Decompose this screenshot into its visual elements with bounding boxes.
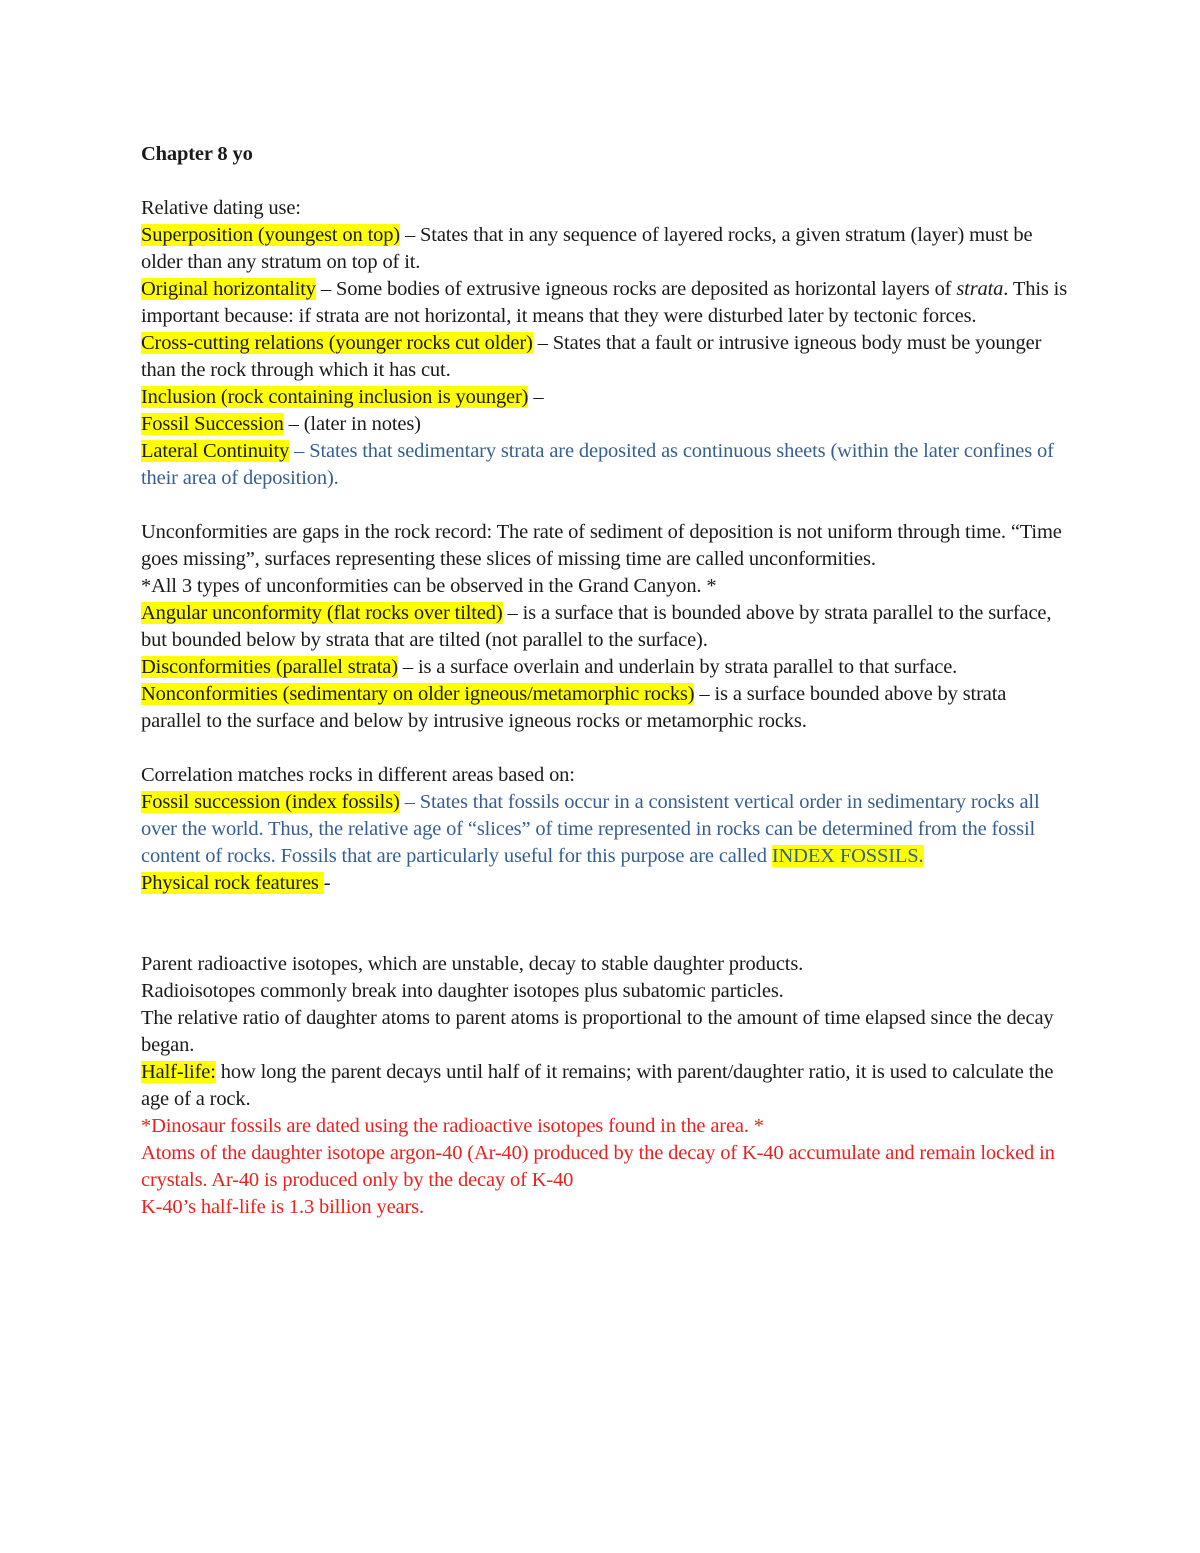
inclusion-entry	[141, 384, 1071, 411]
fossil-succession-definition: – States that fossils occur in a consistent vertical order in sedimentary rocks all over the world. Thus, the relative age of “slices” of time represented in rocks can be determined from the fossil content of rocks. Fossils that are particularly useful for this purpose are called	[141, 791, 1040, 867]
strata-italic: strata	[956, 278, 1004, 300]
physical-term: Physical rock features	[141, 872, 324, 894]
lateral-entry	[141, 438, 1071, 492]
fossil-entry	[141, 411, 1071, 438]
nonconformity-definition: – is a surface bounded above by strata parallel to the surface and below by intrusive igneous rocks or metamorphic rocks.	[141, 683, 1007, 732]
index-fossils-highlight: INDEX FOSSILS.	[771, 845, 924, 867]
fossil-succession-entry	[141, 789, 1071, 870]
correlation-intro: Correlation matches rocks in different areas based on:	[141, 764, 575, 786]
superposition-term: Superposition (youngest on top)	[141, 224, 400, 246]
nonconformity-term: Nonconformities (sedimentary on older igneous/metamorphic rocks)	[141, 683, 695, 705]
unconformities-intro: Unconformities are gaps in the rock record: The rate of sediment of deposition is not uniform through time. “Time goes missing”, surfaces representing these slices of missing time are called unconformities.	[141, 521, 1062, 570]
horizontality-term: Original horizontality	[141, 278, 316, 300]
halflife-entry	[141, 1059, 1071, 1113]
crosscutting-term: Cross-cutting relations (younger rocks cut older)	[141, 332, 533, 354]
inclusion-term: Inclusion (rock containing inclusion is younger)	[141, 386, 529, 408]
horizontality-entry	[141, 276, 1071, 330]
superposition-definition: – States that in any sequence of layered rocks, a given stratum (layer) must be older than any stratum on top of it.	[141, 224, 1033, 273]
radioactive-line-3: The relative ratio of daughter atoms to parent atoms is proportional to the amount of time elapsed since the decay began.	[141, 1007, 1054, 1056]
page-title: Chapter 8 yo	[141, 143, 253, 165]
halflife-term: Half-life:	[141, 1061, 216, 1083]
fossil-term: Fossil Succession	[141, 413, 284, 435]
spacer	[141, 897, 1071, 951]
halflife-note: K-40’s half-life is 1.3 billion years.	[141, 1196, 424, 1218]
relative-dating-intro: Relative dating use:	[141, 197, 301, 219]
superposition-entry	[141, 222, 1071, 276]
radioactive-line-1: Parent radioactive isotopes, which are unstable, decay to stable daughter products.	[141, 953, 804, 975]
fossil-definition: – (later in notes)	[283, 413, 421, 435]
spacer	[141, 492, 1071, 519]
lateral-definition: – States that sedimentary strata are deposited as continuous sheets (within the later confines of their area of deposition).	[141, 440, 1054, 489]
crosscutting-entry	[141, 330, 1071, 384]
halflife-definition: how long the parent decays until half of it remains; with parent/daughter ratio, it is used to calculate the age of a rock.	[141, 1061, 1054, 1110]
document-body	[141, 141, 1071, 1221]
argon-note: Atoms of the daughter isotope argon-40 (Ar-40) produced by the decay of K-40 accumulate and remain locked in crystals. Ar-40 is produced only by the decay of K-40	[141, 1142, 1055, 1191]
disconformity-definition: – is a surface overlain and underlain by strata parallel to that surface.	[397, 656, 958, 678]
lateral-term: Lateral Continuity	[141, 440, 290, 462]
angular-definition: – is a surface that is bounded above by strata parallel to the surface, but bounded below by strata that are tilted (not parallel to the surface).	[141, 602, 1052, 651]
disconformity-entry	[141, 654, 1071, 681]
fossil-succession-term: Fossil succession (index fossils)	[141, 791, 400, 813]
disconformity-term: Disconformities (parallel strata)	[141, 656, 398, 678]
radioactive-line-2: Radioisotopes commonly break into daughter isotopes plus subatomic particles.	[141, 980, 784, 1002]
nonconformity-entry	[141, 681, 1071, 735]
spacer	[141, 735, 1071, 762]
horizontality-definition-a: – Some bodies of extrusive igneous rocks are deposited as horizontal layers of	[315, 278, 957, 300]
angular-entry	[141, 600, 1071, 654]
crosscutting-definition: – States that a fault or intrusive igneous body must be younger than the rock through which it has cut.	[141, 332, 1042, 381]
dinosaur-note: *Dinosaur fossils are dated using the radioactive isotopes found in the area. *	[141, 1115, 764, 1137]
physical-definition: -	[323, 872, 331, 894]
angular-term: Angular unconformity (flat rocks over tilted)	[141, 602, 503, 624]
horizontality-definition-b: . This is important because: if strata are not horizontal, it means that they were disturbed later by tectonic forces.	[141, 278, 1068, 327]
inclusion-definition: –	[528, 386, 544, 408]
unconformities-note: *All 3 types of unconformities can be observed in the Grand Canyon. *	[141, 575, 717, 597]
physical-entry	[141, 870, 1071, 897]
